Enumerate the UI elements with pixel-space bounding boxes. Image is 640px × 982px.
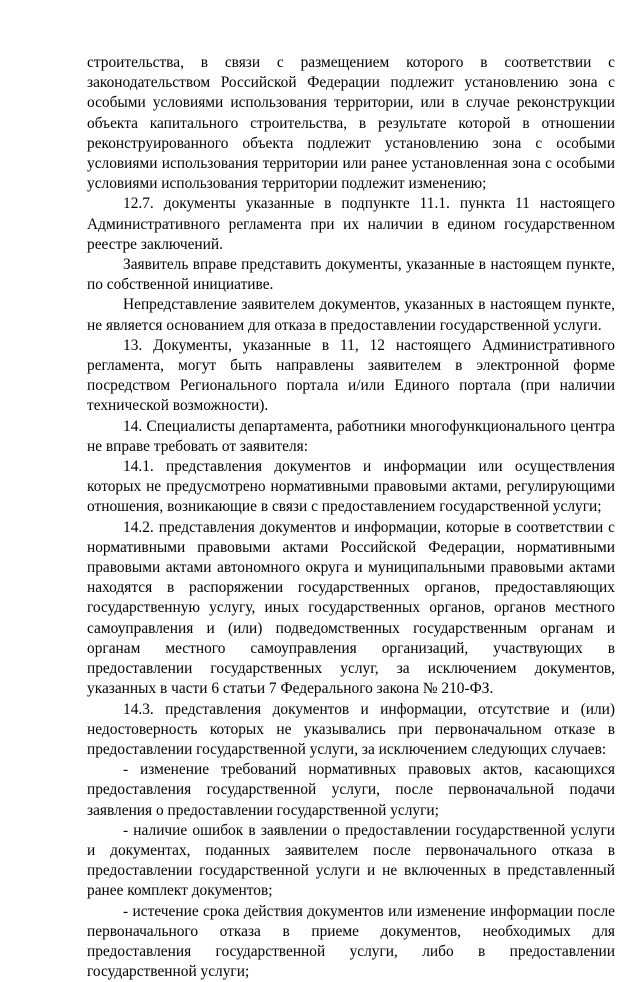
paragraph-applicant-right: Заявитель вправе представить документы, указанные в настоящем пункте, по собственной инициативе. [87,256,615,294]
document-body [87,53,615,982]
paragraph-14: 14. Специалисты департамента, работники многофункционального центра не вправе требовать от заявителя: [87,417,615,455]
paragraph-non-submission: Непредставление заявителем документов, указанных в настоящем пункте, не является основанием для отказа в предоставлении государственной услуги. [87,296,615,334]
list-item-errors: - наличие ошибок в заявлении о предоставлении государственной услуги и документах, поданных заявителем после первоначального отказа в предоставлении государственной услуги и не включенных в представленный ранее комплект документов; [87,821,615,900]
paragraph-14-1: 14.1. представления документов и информации или осуществления которых не предусмотрено нормативными правовыми актами, регулирующими отношения, возникающие в связи с предоставлением государственной услуги; [87,458,615,516]
paragraph-12-7: 12.7. документы указанные в подпункте 11.1. пункта 11 настоящего Административного регламента при их наличии в едином государственном реестре заключений. [87,195,615,253]
list-item-requirements-change: - изменение требований нормативных правовых актов, касающихся предоставления государственной услуги, после первоначальной подачи заявления о предоставлении государственной услуги; [87,761,615,819]
paragraph-14-2: 14.2. представления документов и информации, которые в соответствии с нормативными правовыми актами Российской Федерации, нормативными правовыми актами автономного округа и муниципальными правовыми актами находятся в распоряжении государственных органов, предоставляющих государственную услугу, иных государственных органов, органов местного самоуправления и (или) подведомственных государственным органам и органам местного самоуправления организаций, участвующих в предоставлении государственных услуг, за исключением документов, указанных в части 6 статьи 7 Федерального закона № 210-ФЗ. [87,518,615,698]
paragraph-14-3: 14.3. представления документов и информации, отсутствие и (или) недостоверность которых не указывались при первоначальном отказе в предоставлении государственной услуги, за исключением следующих случаев: [87,700,615,758]
list-item-expiration: - истечение срока действия документов или изменение информации после первоначального отказа в приеме документов, необходимых для предоставления государственной услуги, либо в предоставлении государственной услуги; [87,902,615,981]
paragraph-13: 13. Документы, указанные в 11, 12 настоящего Административного регламента, могут быть направлены заявителем в электронной форме посредством Регионального портала и/или Единого портала (при наличии технической возможности). [87,336,615,415]
paragraph-continuation: строительства, в связи с размещением которого в соответствии с законодательством Российской Федерации подлежит установлению зона с особыми условиями использования территории, или в случае реконструкции объекта капитального строительства, в результате которой в отношении реконструированного объекта подлежит установлению зона с особыми условиями использования территории или ранее установленная зона с особыми условиями использования территории подлежит изменению; [87,54,615,193]
